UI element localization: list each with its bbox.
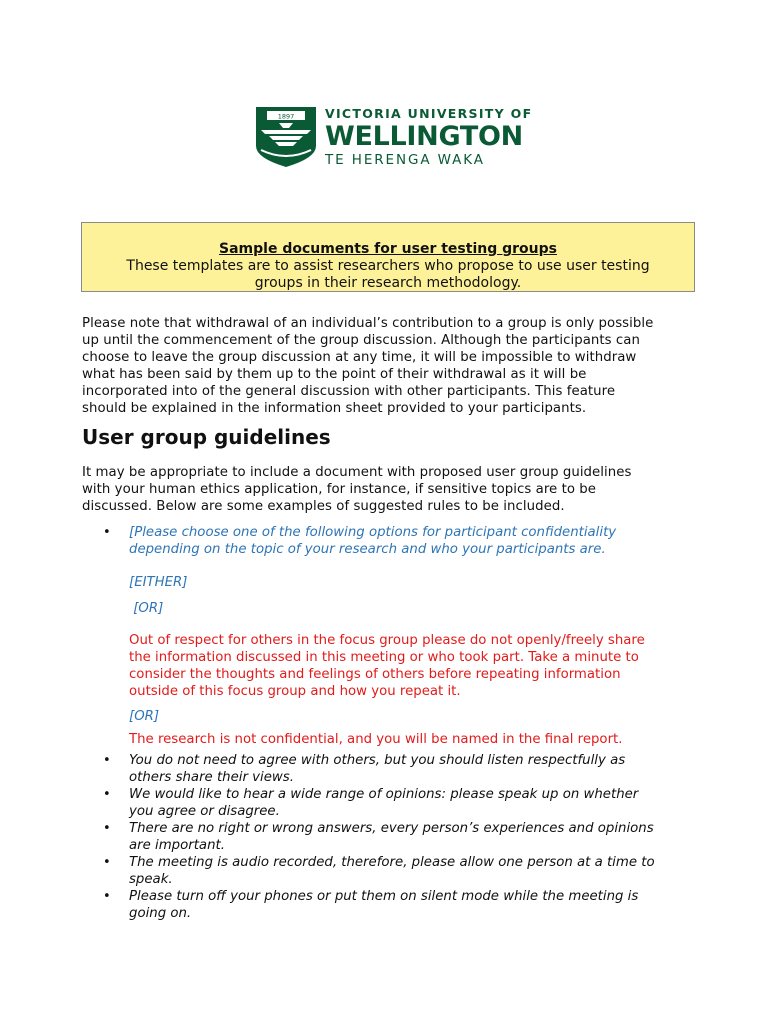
bullet-icon: • (103, 525, 111, 540)
rule-item (129, 752, 709, 786)
section-heading: User group guidelines (82, 425, 331, 449)
rule-line: going on. (129, 906, 192, 921)
bullet-icon: • (103, 753, 111, 768)
either-label: [EITHER] (129, 575, 188, 590)
logo-line-3: TE HERENGA WAKA (325, 152, 485, 168)
option-line: outside of this focus group and how you repeat it. (129, 684, 461, 699)
paragraph-line: should be explained in the information sheet provided to your participants. (82, 401, 587, 416)
logo-wordmark (325, 106, 532, 169)
rule-item (129, 854, 709, 888)
notice-subtitle: These templates are to assist researchers who propose to use user testing groups in their research methodology. (126, 258, 650, 291)
confidential-option (129, 632, 709, 700)
or-label-1: [OR] (129, 601, 164, 616)
rule-item (129, 888, 709, 922)
logo-line-2: WELLINGTON (325, 121, 523, 152)
paragraph-line: It may be appropriate to include a document with proposed user group guidelines (82, 465, 632, 480)
paragraph-line: with your human ethics application, for instance, if sensitive topics are to be (82, 482, 597, 497)
withdrawal-paragraph (82, 315, 697, 417)
rule-line: are important. (129, 838, 225, 853)
notice-box (81, 222, 695, 292)
rule-line: You do not need to agree with others, but you should listen respectfully as (129, 753, 626, 768)
paragraph-line: incorporated into of the general discussion with other participants. This feature (82, 384, 616, 399)
not-confidential-option: The research is not confidential, and you will be named in the final report. (129, 732, 623, 747)
bullet-icon: • (103, 889, 111, 904)
bullet-icon: • (103, 787, 111, 802)
paragraph-line: Please note that withdrawal of an individual’s contribution to a group is only possible (82, 316, 654, 331)
rule-item (129, 786, 709, 820)
paragraph-line: discussed. Below are some examples of suggested rules to be included. (82, 499, 565, 514)
logo-year: 1897 (277, 112, 295, 121)
university-logo (255, 106, 535, 168)
bullet-icon: • (103, 855, 111, 870)
option-line: the information discussed in this meeting or who took part. Take a minute to (129, 650, 639, 665)
option-line: Out of respect for others in the focus group please do not openly/freely share (129, 633, 645, 648)
instruction-line: depending on the topic of your research and who your participants are. (129, 542, 606, 557)
rule-item (129, 820, 709, 854)
paragraph-line: up until the commencement of the group discussion. Although the participants can (82, 333, 640, 348)
rule-line: There are no right or wrong answers, every person’s experiences and opinions (129, 821, 654, 836)
option-line: consider the thoughts and feelings of others before repeating information (129, 667, 621, 682)
paragraph-line: choose to leave the group discussion at any time, it will be impossible to withdraw (82, 350, 637, 365)
confidentiality-instruction (129, 524, 709, 558)
rule-line: We would like to hear a wide range of opinions: please speak up on whether (129, 787, 639, 802)
paragraph-line: what has been said by them up to the point of their withdrawal as it will be (82, 367, 587, 382)
bullet-icon: • (103, 821, 111, 836)
rule-line: Please turn off your phones or put them on silent mode while the meeting is (129, 889, 639, 904)
instruction-line: [Please choose one of the following options for participant confidentiality (129, 525, 617, 540)
or-label-2: [OR] (129, 709, 160, 724)
logo-line-1: VICTORIA UNIVERSITY OF (325, 106, 533, 121)
rule-line: others share their views. (129, 770, 294, 785)
rule-line: speak. (129, 872, 173, 887)
guidelines-intro (82, 464, 697, 515)
rule-line: you agree or disagree. (129, 804, 280, 819)
notice-title: Sample documents for user testing groups (219, 241, 557, 257)
rule-line: The meeting is audio recorded, therefore, please allow one person at a time to (129, 855, 655, 870)
